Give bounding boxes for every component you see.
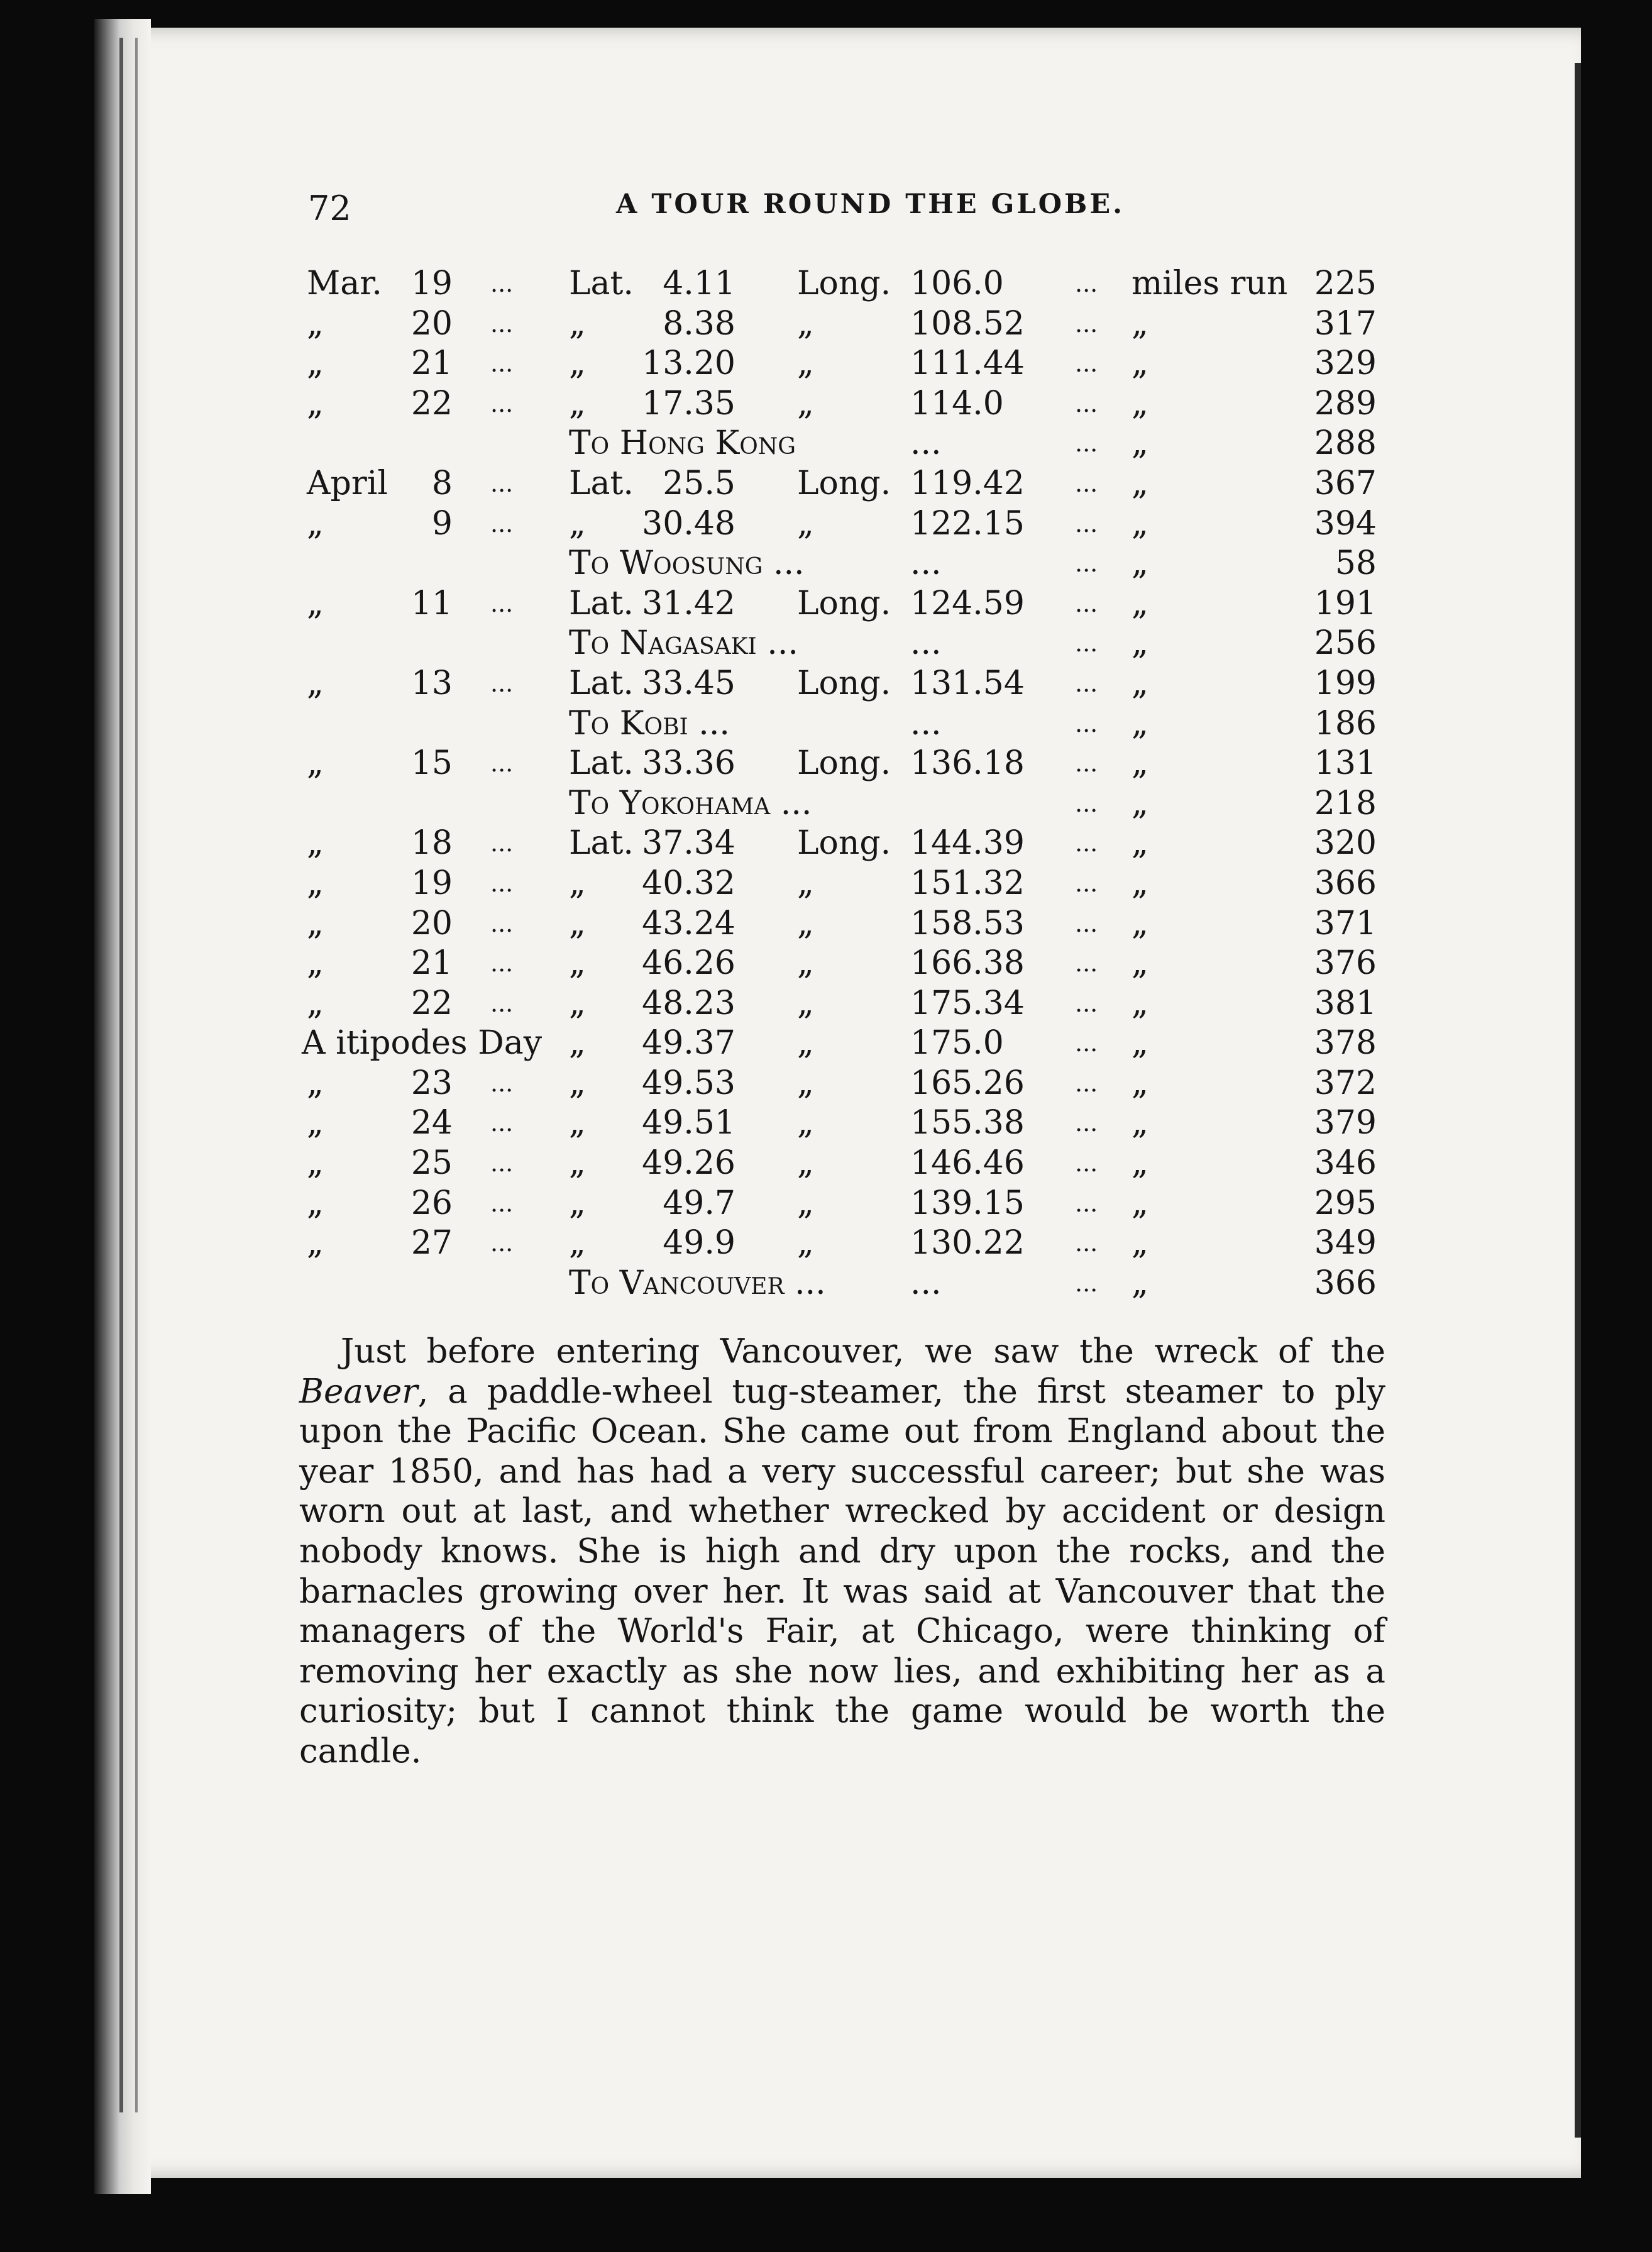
miles-cell: 289 <box>1314 384 1377 422</box>
month-cell: „ <box>307 664 324 702</box>
miles-cell: 256 <box>1314 624 1377 663</box>
longitude-cell: 114.0 <box>910 384 1004 422</box>
long-label: „ <box>797 984 814 1022</box>
voyage-log-table <box>0 264 1509 1303</box>
unit-cell: „ <box>1132 1224 1148 1262</box>
latitude-cell: 13.20 <box>642 345 735 383</box>
unit-cell: „ <box>1132 1064 1148 1102</box>
unit-cell: miles run <box>1132 265 1288 302</box>
longitude-cell: ... <box>910 624 942 663</box>
leader-dots: ... <box>1075 1069 1098 1097</box>
miles-cell: 320 <box>1314 824 1377 863</box>
body-paragraph <box>299 1332 1385 1772</box>
unit-cell: „ <box>1132 345 1148 383</box>
latitude-cell: 46.26 <box>642 944 735 983</box>
lat-label: „ <box>569 1184 586 1222</box>
leader-dots: ... <box>490 949 514 978</box>
page-number: 72 <box>308 189 351 228</box>
latitude-cell: 37.34 <box>642 824 735 863</box>
miles-cell: 371 <box>1314 904 1377 942</box>
leader-dots: ... <box>1075 1029 1098 1057</box>
leader-dots: ... <box>490 389 514 417</box>
leader-dots: ... <box>1075 629 1098 658</box>
leader-dots: ... <box>1075 669 1098 697</box>
month-cell: „ <box>307 1184 324 1222</box>
unit-cell: „ <box>1132 824 1148 863</box>
day-cell: 20 <box>410 304 453 343</box>
longitude-cell: 122.15 <box>910 504 1025 543</box>
unit-cell: „ <box>1132 304 1148 343</box>
lat-label: Lat. <box>569 584 634 622</box>
latitude-cell: 49.37 <box>642 1024 735 1063</box>
miles-cell: 295 <box>1314 1184 1377 1222</box>
table-row <box>0 944 1509 984</box>
table-row <box>0 1024 1509 1064</box>
latitude-cell: 43.24 <box>642 904 735 942</box>
longitude-cell: 175.34 <box>910 984 1025 1022</box>
leader-dots: ... <box>490 1189 514 1217</box>
miles-cell: 394 <box>1314 504 1377 543</box>
destination-cell: To Woosung ... <box>569 544 805 583</box>
unit-cell: „ <box>1132 1144 1148 1183</box>
destination-cell: To Yokohama ... <box>569 784 812 822</box>
unit-cell: „ <box>1132 1024 1148 1063</box>
month-cell: „ <box>307 864 324 902</box>
long-label: „ <box>797 904 814 942</box>
month-cell: „ <box>307 984 324 1022</box>
longitude-cell: 111.44 <box>910 345 1025 383</box>
table-row <box>0 304 1509 345</box>
leader-dots: ... <box>1075 749 1098 778</box>
destination-cell: To Kobi ... <box>569 704 730 742</box>
month-cell: April <box>307 464 388 502</box>
longitude-cell: ... <box>910 1264 942 1302</box>
miles-cell: 379 <box>1314 1104 1377 1142</box>
latitude-cell: 30.48 <box>642 504 735 543</box>
leader-dots: ... <box>1075 1109 1098 1137</box>
day-cell: 26 <box>410 1184 453 1222</box>
leader-dots: ... <box>1075 949 1098 978</box>
long-label: „ <box>797 864 814 902</box>
leader-dots: ... <box>490 1069 514 1097</box>
scan-margin <box>1581 0 1652 2252</box>
month-cell: „ <box>307 1144 324 1183</box>
leader-dots: ... <box>1075 869 1098 897</box>
month-cell: „ <box>307 345 324 383</box>
leader-dots: ... <box>490 669 514 697</box>
longitude-cell: 146.46 <box>910 1144 1025 1183</box>
longitude-cell: 106.0 <box>910 265 1004 302</box>
leader-dots: ... <box>1075 429 1098 458</box>
table-row <box>0 544 1509 584</box>
day-cell: 21 <box>410 345 453 383</box>
miles-cell: 317 <box>1314 304 1377 343</box>
table-row <box>0 504 1509 544</box>
longitude-cell: ... <box>910 704 942 742</box>
leader-dots: ... <box>490 589 514 617</box>
longitude-cell: 165.26 <box>910 1064 1025 1102</box>
ship-name: Beaver <box>299 1372 418 1411</box>
table-row <box>0 384 1509 424</box>
month-cell: „ <box>307 504 324 543</box>
long-label: „ <box>797 1024 814 1063</box>
day-cell: 20 <box>410 904 453 942</box>
lat-label: Lat. <box>569 265 634 302</box>
unit-cell: „ <box>1132 464 1148 502</box>
longitude-cell: 158.53 <box>910 904 1025 942</box>
table-row <box>0 1264 1509 1304</box>
unit-cell: „ <box>1132 384 1148 422</box>
label-cell: A itipodes Day <box>302 1024 542 1063</box>
longitude-cell: 144.39 <box>910 824 1025 863</box>
lat-label: „ <box>569 345 586 383</box>
long-label: Long. <box>797 824 891 863</box>
unit-cell: „ <box>1132 584 1148 622</box>
miles-cell: 131 <box>1314 744 1377 783</box>
leader-dots: ... <box>1075 829 1098 858</box>
longitude-cell: 108.52 <box>910 304 1025 343</box>
latitude-cell: 49.53 <box>642 1064 735 1102</box>
lat-label: Lat. <box>569 744 634 783</box>
longitude-cell: 124.59 <box>910 584 1025 622</box>
leader-dots: ... <box>490 469 514 497</box>
long-label: „ <box>797 504 814 543</box>
lat-label: Lat. <box>569 664 634 702</box>
miles-cell: 191 <box>1314 584 1377 622</box>
longitude-cell: 155.38 <box>910 1104 1025 1142</box>
miles-cell: 58 <box>1335 544 1377 583</box>
table-row <box>0 984 1509 1024</box>
leader-dots: ... <box>1075 989 1098 1017</box>
miles-cell: 349 <box>1314 1224 1377 1262</box>
page-edge <box>1575 63 1581 2138</box>
leader-dots: ... <box>490 749 514 778</box>
long-label: „ <box>797 304 814 343</box>
latitude-cell: 49.26 <box>642 1144 735 1183</box>
long-label: Long. <box>797 744 891 783</box>
day-cell: 24 <box>410 1104 453 1142</box>
long-label: Long. <box>797 584 891 622</box>
lat-label: „ <box>569 384 586 422</box>
latitude-cell: 31.42 <box>642 584 735 622</box>
longitude-cell: 139.15 <box>910 1184 1025 1222</box>
leader-dots: ... <box>1075 909 1098 937</box>
leader-dots: ... <box>490 309 514 338</box>
leader-dots: ... <box>490 1149 514 1178</box>
miles-cell: 346 <box>1314 1144 1377 1183</box>
long-label: „ <box>797 345 814 383</box>
day-cell: 9 <box>431 504 453 543</box>
table-row <box>0 624 1509 664</box>
leader-dots: ... <box>490 869 514 897</box>
leader-dots: ... <box>1075 389 1098 417</box>
lat-label: „ <box>569 1144 586 1183</box>
long-label: „ <box>797 1064 814 1102</box>
table-row <box>0 344 1509 384</box>
table-row <box>0 584 1509 624</box>
long-label: „ <box>797 1184 814 1222</box>
prose-text: , a paddle-wheel tug-steamer, the first steamer to ply upon the Pacific Ocean. She came out from England about the year 1850, and has had a very successful career; but she was worn out at last, and whether wrecked by accident or design nobody knows. She is high and dry upon the rocks, and the barnacles growing over her. It was said at Vancouver that the managers of the World's Fair, at Chicago, were thinking of removing her exactly as she now lies, and exhibiting her as a curiosity; but I cannot think the game would be worth the candle. <box>299 1372 1385 1770</box>
table-row <box>0 704 1509 744</box>
lat-label: Lat. <box>569 824 634 863</box>
day-cell: 13 <box>410 664 453 702</box>
month-cell: „ <box>307 384 324 422</box>
table-row <box>0 1103 1509 1144</box>
month-cell: „ <box>307 944 324 983</box>
table-row <box>0 784 1509 824</box>
latitude-cell: 8.38 <box>663 304 735 343</box>
long-label: „ <box>797 1104 814 1142</box>
month-cell: „ <box>307 1104 324 1142</box>
unit-cell: „ <box>1132 424 1148 463</box>
lat-label: „ <box>569 984 586 1022</box>
unit-cell: „ <box>1132 864 1148 902</box>
month-cell: „ <box>307 824 324 863</box>
latitude-cell: 25.5 <box>663 464 735 502</box>
lat-label: „ <box>569 504 586 543</box>
lat-label: „ <box>569 304 586 343</box>
miles-cell: 381 <box>1314 984 1377 1022</box>
leader-dots: ... <box>1075 1269 1098 1297</box>
day-cell: 15 <box>410 744 453 783</box>
day-cell: 18 <box>410 824 453 863</box>
miles-cell: 378 <box>1314 1024 1377 1063</box>
month-cell: „ <box>307 1064 324 1102</box>
unit-cell: „ <box>1132 1184 1148 1222</box>
leader-dots: ... <box>1075 549 1098 578</box>
unit-cell: „ <box>1132 504 1148 543</box>
lat-label: „ <box>569 1024 586 1063</box>
table-row <box>0 1223 1509 1264</box>
longitude-cell: 175.0 <box>910 1024 1004 1063</box>
month-cell: „ <box>307 304 324 343</box>
leader-dots: ... <box>1075 589 1098 617</box>
unit-cell: „ <box>1132 624 1148 663</box>
latitude-cell: 49.7 <box>663 1184 735 1222</box>
unit-cell: „ <box>1132 1264 1148 1302</box>
long-label: „ <box>797 944 814 983</box>
unit-cell: „ <box>1132 984 1148 1022</box>
unit-cell: „ <box>1132 784 1148 822</box>
leader-dots: ... <box>1075 309 1098 338</box>
latitude-cell: 49.51 <box>642 1104 735 1142</box>
longitude-cell: 130.22 <box>910 1224 1025 1262</box>
miles-cell: 186 <box>1314 704 1377 742</box>
running-title: A TOUR ROUND THE GLOBE. <box>616 189 1125 220</box>
table-row <box>0 904 1509 944</box>
longitude-cell: ... <box>910 544 942 583</box>
leader-dots: ... <box>1075 270 1098 297</box>
miles-cell: 218 <box>1314 784 1377 822</box>
table-row <box>0 1184 1509 1224</box>
day-cell: 25 <box>410 1144 453 1183</box>
leader-dots: ... <box>1075 709 1098 737</box>
unit-cell: „ <box>1132 744 1148 783</box>
unit-cell: „ <box>1132 944 1148 983</box>
longitude-cell: 166.38 <box>910 944 1025 983</box>
table-row <box>0 264 1509 304</box>
latitude-cell: 17.35 <box>642 384 735 422</box>
table-row <box>0 824 1509 864</box>
latitude-cell: 4.11 <box>663 265 735 302</box>
day-cell: 22 <box>410 984 453 1022</box>
leader-dots: ... <box>490 1109 514 1137</box>
miles-cell: 329 <box>1314 345 1377 383</box>
lat-label: „ <box>569 944 586 983</box>
longitude-cell: 119.42 <box>910 464 1025 502</box>
table-row <box>0 424 1509 464</box>
leader-dots: ... <box>490 350 514 378</box>
day-cell: 22 <box>410 384 453 422</box>
unit-cell: „ <box>1132 544 1148 583</box>
leader-dots: ... <box>490 270 514 297</box>
miles-cell: 367 <box>1314 464 1377 502</box>
destination-cell: To Hong Kong <box>569 424 796 463</box>
latitude-cell: 48.23 <box>642 984 735 1022</box>
latitude-cell: 49.9 <box>663 1224 735 1262</box>
month-cell: „ <box>307 904 324 942</box>
table-row <box>0 464 1509 504</box>
day-cell: 27 <box>410 1224 453 1262</box>
month-cell: „ <box>307 1224 324 1262</box>
lat-label: „ <box>569 1104 586 1142</box>
day-cell: 8 <box>431 464 453 502</box>
lat-label: „ <box>569 1064 586 1102</box>
day-cell: 21 <box>410 944 453 983</box>
miles-cell: 366 <box>1314 864 1377 902</box>
prose-text: Just before entering Vancouver, we saw the wreck of the <box>341 1332 1385 1371</box>
day-cell: 19 <box>410 864 453 902</box>
day-cell: 23 <box>410 1064 453 1102</box>
table-row <box>0 664 1509 704</box>
long-label: Long. <box>797 464 891 502</box>
leader-dots: ... <box>1075 1189 1098 1217</box>
long-label: „ <box>797 384 814 422</box>
miles-cell: 372 <box>1314 1064 1377 1102</box>
day-cell: 19 <box>410 265 453 302</box>
miles-cell: 199 <box>1314 664 1377 702</box>
table-row <box>0 1064 1509 1104</box>
unit-cell: „ <box>1132 664 1148 702</box>
leader-dots: ... <box>1075 469 1098 497</box>
longitude-cell: ... <box>910 424 942 463</box>
latitude-cell: 40.32 <box>642 864 735 902</box>
miles-cell: 376 <box>1314 944 1377 983</box>
destination-cell: To Vancouver ... <box>569 1264 826 1302</box>
leader-dots: ... <box>1075 509 1098 538</box>
lat-label: Lat. <box>569 464 634 502</box>
leader-dots: ... <box>490 1229 514 1257</box>
longitude-cell: 151.32 <box>910 864 1025 902</box>
lat-label: „ <box>569 1224 586 1262</box>
leader-dots: ... <box>1075 1149 1098 1178</box>
month-cell: Mar. <box>307 265 382 302</box>
miles-cell: 288 <box>1314 424 1377 463</box>
long-label: „ <box>797 1144 814 1183</box>
long-label: Long. <box>797 265 891 302</box>
table-row <box>0 864 1509 904</box>
leader-dots: ... <box>490 909 514 937</box>
latitude-cell: 33.45 <box>642 664 735 702</box>
leader-dots: ... <box>490 509 514 538</box>
table-row <box>0 1144 1509 1184</box>
leader-dots: ... <box>1075 1229 1098 1257</box>
latitude-cell: 33.36 <box>642 744 735 783</box>
table-row <box>0 744 1509 784</box>
unit-cell: „ <box>1132 1104 1148 1142</box>
miles-cell: 225 <box>1314 265 1377 302</box>
leader-dots: ... <box>490 989 514 1017</box>
destination-cell: To Nagasaki ... <box>569 624 798 663</box>
leader-dots: ... <box>1075 350 1098 378</box>
day-cell: 11 <box>410 584 453 622</box>
lat-label: „ <box>569 904 586 942</box>
unit-cell: „ <box>1132 704 1148 742</box>
month-cell: „ <box>307 744 324 783</box>
long-label: Long. <box>797 664 891 702</box>
leader-dots: ... <box>1075 789 1098 817</box>
long-label: „ <box>797 1224 814 1262</box>
lat-label: „ <box>569 864 586 902</box>
unit-cell: „ <box>1132 904 1148 942</box>
longitude-cell: 131.54 <box>910 664 1025 702</box>
longitude-cell: 136.18 <box>910 744 1025 783</box>
miles-cell: 366 <box>1314 1264 1377 1302</box>
leader-dots: ... <box>490 829 514 858</box>
month-cell: „ <box>307 584 324 622</box>
